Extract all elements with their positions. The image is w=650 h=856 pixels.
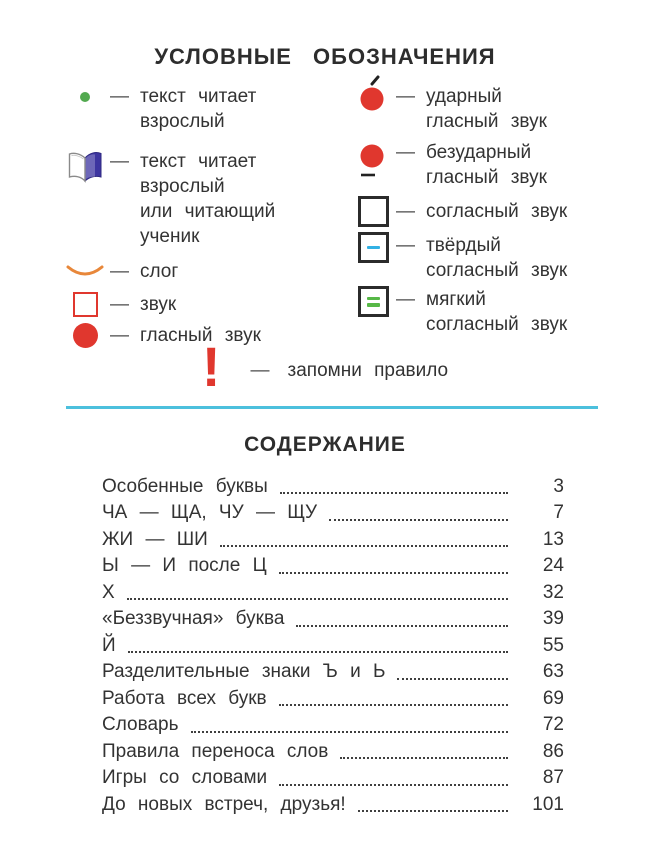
toc-entry-title: ЖИ — ШИ bbox=[102, 528, 208, 550]
leader-dots bbox=[116, 633, 522, 660]
dash: — bbox=[396, 200, 415, 222]
toc-entry-page: 24 bbox=[542, 555, 564, 576]
toc-entry-title: Разделительные знаки Ъ и Ь bbox=[102, 661, 386, 682]
toc-entry bbox=[102, 500, 564, 527]
soft-consonant-icon bbox=[358, 286, 389, 317]
toc-entry bbox=[102, 553, 564, 580]
leader-dots bbox=[267, 765, 522, 792]
dash: — bbox=[110, 293, 129, 315]
green-equals-mark bbox=[367, 297, 380, 301]
toc-entry-title: Игры со словами bbox=[102, 767, 268, 788]
dash: — bbox=[396, 289, 415, 310]
legend-item-hard-consonant bbox=[350, 233, 650, 283]
legend-label-line: твёрдый bbox=[426, 235, 501, 256]
legend-item-adult-reads bbox=[60, 84, 350, 134]
legend-item-syllable bbox=[60, 259, 350, 284]
toc-entry-page: 87 bbox=[542, 767, 564, 788]
dash: — bbox=[110, 260, 129, 282]
dash: — bbox=[396, 86, 415, 107]
legend-label-line: гласный звук bbox=[426, 111, 547, 132]
legend-item-stressed-vowel bbox=[350, 84, 650, 134]
toc-entry-title: ЧА — ЩА, ЧУ — ЩУ bbox=[102, 502, 318, 523]
toc-entry bbox=[102, 765, 564, 792]
stressed-vowel-icon bbox=[359, 75, 387, 113]
toc-entry-page: 72 bbox=[542, 714, 564, 735]
legend-item-consonant bbox=[350, 196, 650, 227]
legend-label-line: звук bbox=[140, 294, 177, 315]
toc-entry-title: Ы — И после Ц bbox=[102, 555, 267, 576]
toc-entry-title: Словарь bbox=[102, 714, 179, 735]
exclamation-icon: ! bbox=[201, 335, 221, 398]
toc-entry-page: 86 bbox=[542, 740, 564, 762]
leader-dots bbox=[268, 474, 522, 501]
legend-right-column bbox=[350, 84, 650, 338]
toc-entry-page: 101 bbox=[532, 793, 564, 815]
hard-consonant-icon bbox=[358, 232, 389, 263]
toc-entry-title: «Беззвучная» буква bbox=[102, 608, 285, 629]
green-dot-icon bbox=[80, 92, 90, 102]
toc-entry-title: Правила переноса слов bbox=[102, 740, 329, 762]
legend-label-line: безударный bbox=[426, 142, 532, 163]
dash: — bbox=[250, 360, 270, 381]
legend-label-line: гласный звук bbox=[140, 325, 261, 346]
legend-label-line: слог bbox=[140, 261, 179, 282]
toc-entry bbox=[102, 633, 564, 660]
dash: — bbox=[396, 235, 415, 256]
legend-label-line: взрослый bbox=[140, 176, 225, 197]
sound-square-icon bbox=[73, 292, 98, 317]
toc-entry-title: Работа всех букв bbox=[102, 687, 267, 709]
legend-label-line: взрослый bbox=[140, 111, 225, 132]
toc-entry bbox=[102, 686, 564, 713]
blue-dash-mark bbox=[367, 246, 380, 250]
toc-entry-page: 39 bbox=[542, 608, 564, 629]
leader-dots bbox=[115, 580, 522, 607]
toc-entry-title: Й bbox=[102, 634, 116, 656]
leader-dots bbox=[317, 500, 522, 527]
toc-entry-title: До новых встреч, друзья! bbox=[102, 793, 346, 815]
toc-entry-page: 63 bbox=[542, 661, 564, 682]
unstressed-vowel-icon bbox=[359, 144, 387, 178]
leader-dots bbox=[328, 739, 522, 766]
legend-label-line: или читающий bbox=[140, 201, 276, 222]
dash: — bbox=[110, 324, 129, 346]
legend-title: УСЛОВНЫЕ ОБОЗНАЧЕНИЯ bbox=[154, 44, 496, 69]
legend-item-sound bbox=[60, 292, 350, 317]
toc-title: СОДЕРЖАНИЕ bbox=[244, 432, 406, 456]
leader-dots bbox=[267, 686, 522, 713]
dash: — bbox=[396, 142, 415, 163]
toc-entry bbox=[102, 580, 564, 607]
syllable-arc-icon bbox=[66, 264, 104, 280]
table-of-contents bbox=[102, 474, 564, 819]
vowel-circle-icon bbox=[73, 323, 98, 348]
toc-entry-page: 69 bbox=[542, 687, 564, 709]
toc-entry bbox=[102, 792, 564, 819]
legend-item-adult-or-pupil-reads bbox=[60, 149, 350, 249]
legend-left-column bbox=[60, 84, 350, 346]
legend-label-line: согласный звук bbox=[426, 260, 568, 281]
leader-dots bbox=[284, 606, 522, 633]
legend bbox=[0, 84, 650, 346]
toc-entry bbox=[102, 659, 564, 686]
legend-label-line: согласный звук bbox=[426, 201, 568, 222]
section-divider bbox=[66, 406, 598, 409]
legend-label-line: ученик bbox=[140, 226, 200, 247]
leader-dots bbox=[385, 659, 522, 686]
legend-item-unstressed-vowel bbox=[350, 140, 650, 190]
legend-label-line: текст читает bbox=[140, 151, 257, 172]
open-book-icon bbox=[66, 150, 104, 184]
legend-label-line: текст читает bbox=[140, 86, 257, 107]
consonant-square-icon bbox=[358, 196, 389, 227]
toc-entry-title: Х bbox=[102, 581, 115, 603]
dash: — bbox=[110, 86, 129, 107]
toc-entry bbox=[102, 739, 564, 766]
toc-entry-page: 55 bbox=[542, 634, 564, 656]
leader-dots bbox=[208, 527, 522, 554]
toc-entry-title: Особенные буквы bbox=[102, 475, 268, 497]
rule-label: запомни правило bbox=[287, 360, 449, 381]
toc-entry-page: 32 bbox=[542, 581, 564, 603]
toc-entry bbox=[102, 474, 564, 501]
toc-entry-page: 7 bbox=[553, 502, 564, 523]
toc-entry bbox=[102, 712, 564, 739]
leader-dots bbox=[179, 712, 522, 739]
toc-entry-page: 13 bbox=[542, 528, 564, 550]
toc-entry-page: 3 bbox=[553, 475, 564, 497]
dash: — bbox=[110, 151, 129, 172]
legend-label-line: гласный звук bbox=[426, 167, 547, 188]
legend-label-line: ударный bbox=[426, 86, 502, 107]
legend-item-soft-consonant bbox=[350, 287, 650, 337]
legend-label-line: мягкий bbox=[426, 289, 486, 310]
toc-entry bbox=[102, 606, 564, 633]
green-equals-mark bbox=[367, 303, 380, 307]
legend-label-line: согласный звук bbox=[426, 314, 568, 335]
leader-dots bbox=[267, 553, 522, 580]
leader-dots bbox=[346, 792, 522, 819]
toc-entry bbox=[102, 527, 564, 554]
